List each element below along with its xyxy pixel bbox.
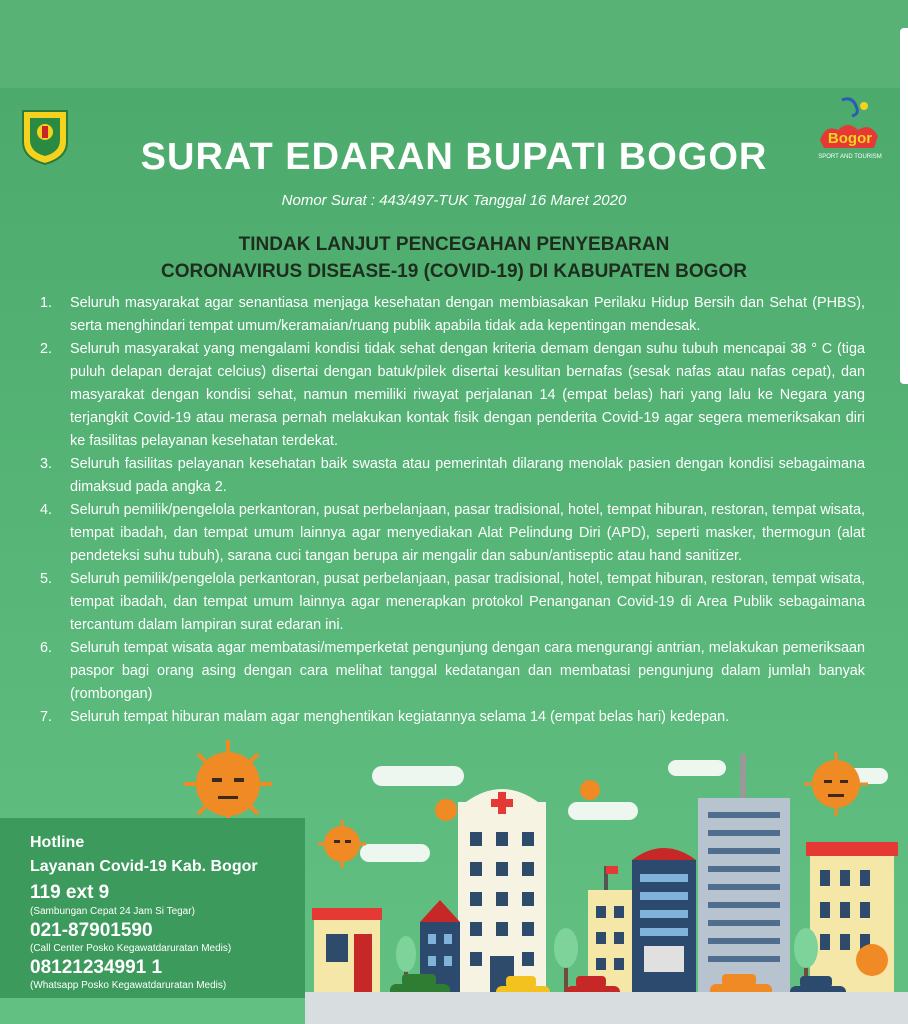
list-item <box>40 499 865 568</box>
hotline-caption-2: (Call Center Posko Kegawatdaruratan Medis) <box>30 943 232 954</box>
item-text: Seluruh pemilik/pengelola perkantoran, pusat perbelanjaan, pasar tradisional, hotel, tempat hiburan, restoran, tempat wisata, tempat ibadah, dan tempat umum lainnya agar menerapkan protokol Penanganan Covid-19 di Area Publik sebagaimana tercantum dalam lampiran surat edaran ini. <box>70 571 865 633</box>
top-band <box>0 0 908 88</box>
page-title: SURAT EDARAN BUPATI BOGOR <box>140 136 768 178</box>
virus-icon <box>184 740 272 828</box>
list-item <box>40 338 865 453</box>
item-text: Seluruh masyarakat yang mengalami kondisi tidak sehat dengan kriteria demam dengan suhu tubuh mencapai 38 ° C (tiga puluh delapan derajat celcius) disertai dengan batuk/pilek disertai kesulitan bernafas (sesak nafas atau nafas cepat), dan masyarakat dengan kondisi sehat, namun memiliki riwayat perjalanan 14 (empat belas) hari yang lalu ke Negara yang terjangkit Covid-19 atau merasa pernah melakukan kontak fisik dengan penderita Covid-19 agar segera memeriksakan diri ke fasilitas pelayanan kesehatan terdekat. <box>70 341 865 449</box>
list-item <box>40 453 865 499</box>
hotline-number-3[interactable]: 08121234991 1 <box>30 957 163 978</box>
heading-line-1: TINDAK LANJUT PENCEGAHAN PENYEBARAN <box>238 234 670 255</box>
road <box>305 992 908 1024</box>
building-icon <box>632 848 696 998</box>
hotline-number-1[interactable]: 119 ext 9 <box>30 882 110 903</box>
list-item <box>40 706 865 729</box>
item-text: Seluruh tempat wisata agar membatasi/memperketat pengunjung dengan cara mengurangi antrian, melakukan pemeriksaan paspor bagi orang asing dengan cara melihat tanggal kedatangan dan membatasi pengunjung dalam jumlah banyak (rombongan) <box>70 640 865 702</box>
item-number: 3. <box>40 456 53 472</box>
list-item <box>40 568 865 637</box>
item-number: 2. <box>40 341 53 357</box>
item-text: Seluruh pemilik/pengelola perkantoran, pusat perbelanjaan, pasar tradisional, hotel, tempat hiburan, restoran, tempat wisata, tempat ibadah, dan tempat umum lainnya agar menyediakan Alat Pelindung Diri (APD), seperti masker, thermogun (alat pendeteksi suhu tubuh), sarana cuci tangan berupa air mengalir dan sabun/antiseptic atau hand sanitizer. <box>70 502 865 564</box>
letter-number: Nomor Surat : 443/497-TUK Tanggal 16 Maret 2020 <box>281 192 627 209</box>
virus-icon <box>318 820 366 868</box>
list-item <box>40 637 865 706</box>
instruction-list <box>40 292 865 729</box>
building-icon <box>806 842 898 998</box>
hotline-subtitle: Layanan Covid-19 Kab. Bogor <box>30 858 258 875</box>
hospital-icon <box>458 789 546 998</box>
item-number: 6. <box>40 640 53 656</box>
virus-icon <box>804 752 868 816</box>
item-number: 5. <box>40 571 53 587</box>
svg-text:SPORT AND TOURISM: SPORT AND TOURISM <box>818 154 882 160</box>
item-number: 4. <box>40 502 53 518</box>
shop-icon <box>312 908 382 998</box>
hotline-caption-3: (Whatsapp Posko Kegawatdaruratan Medis) <box>30 980 227 991</box>
building-icon <box>698 754 790 998</box>
item-number: 1. <box>40 295 53 311</box>
hotline-number-2[interactable]: 021-87901590 <box>30 920 153 941</box>
item-text: Seluruh fasilitas pelayanan kesehatan baik swasta atau pemerintah dilarang menolak pasien dengan kondisi sebagaimana dimaksud pada angka 2. <box>70 456 865 495</box>
hotline-title: Hotline <box>30 834 85 851</box>
list-item <box>40 292 865 338</box>
heading-line-2: CORONAVIRUS DISEASE-19 (COVID-19) DI KABUPATEN BOGOR <box>161 261 747 282</box>
svg-text:Bogor: Bogor <box>827 130 873 147</box>
item-text: Seluruh masyarakat agar senantiasa menjaga kesehatan dengan membiasakan Perilaku Hidup Bersih dan Sehat (PHBS), serta menghindari tempat umum/keramaian/ruang publik apabila tidak ada kepentingan mendesak. <box>70 295 865 334</box>
item-text: Seluruh tempat hiburan malam agar menghentikan kegiatannya selama 14 (empat belas hari) kedepan. <box>70 709 730 725</box>
item-number: 7. <box>40 709 53 725</box>
hotline-caption-1: (Sambungan Cepat 24 Jam Si Tegar) <box>30 906 195 917</box>
